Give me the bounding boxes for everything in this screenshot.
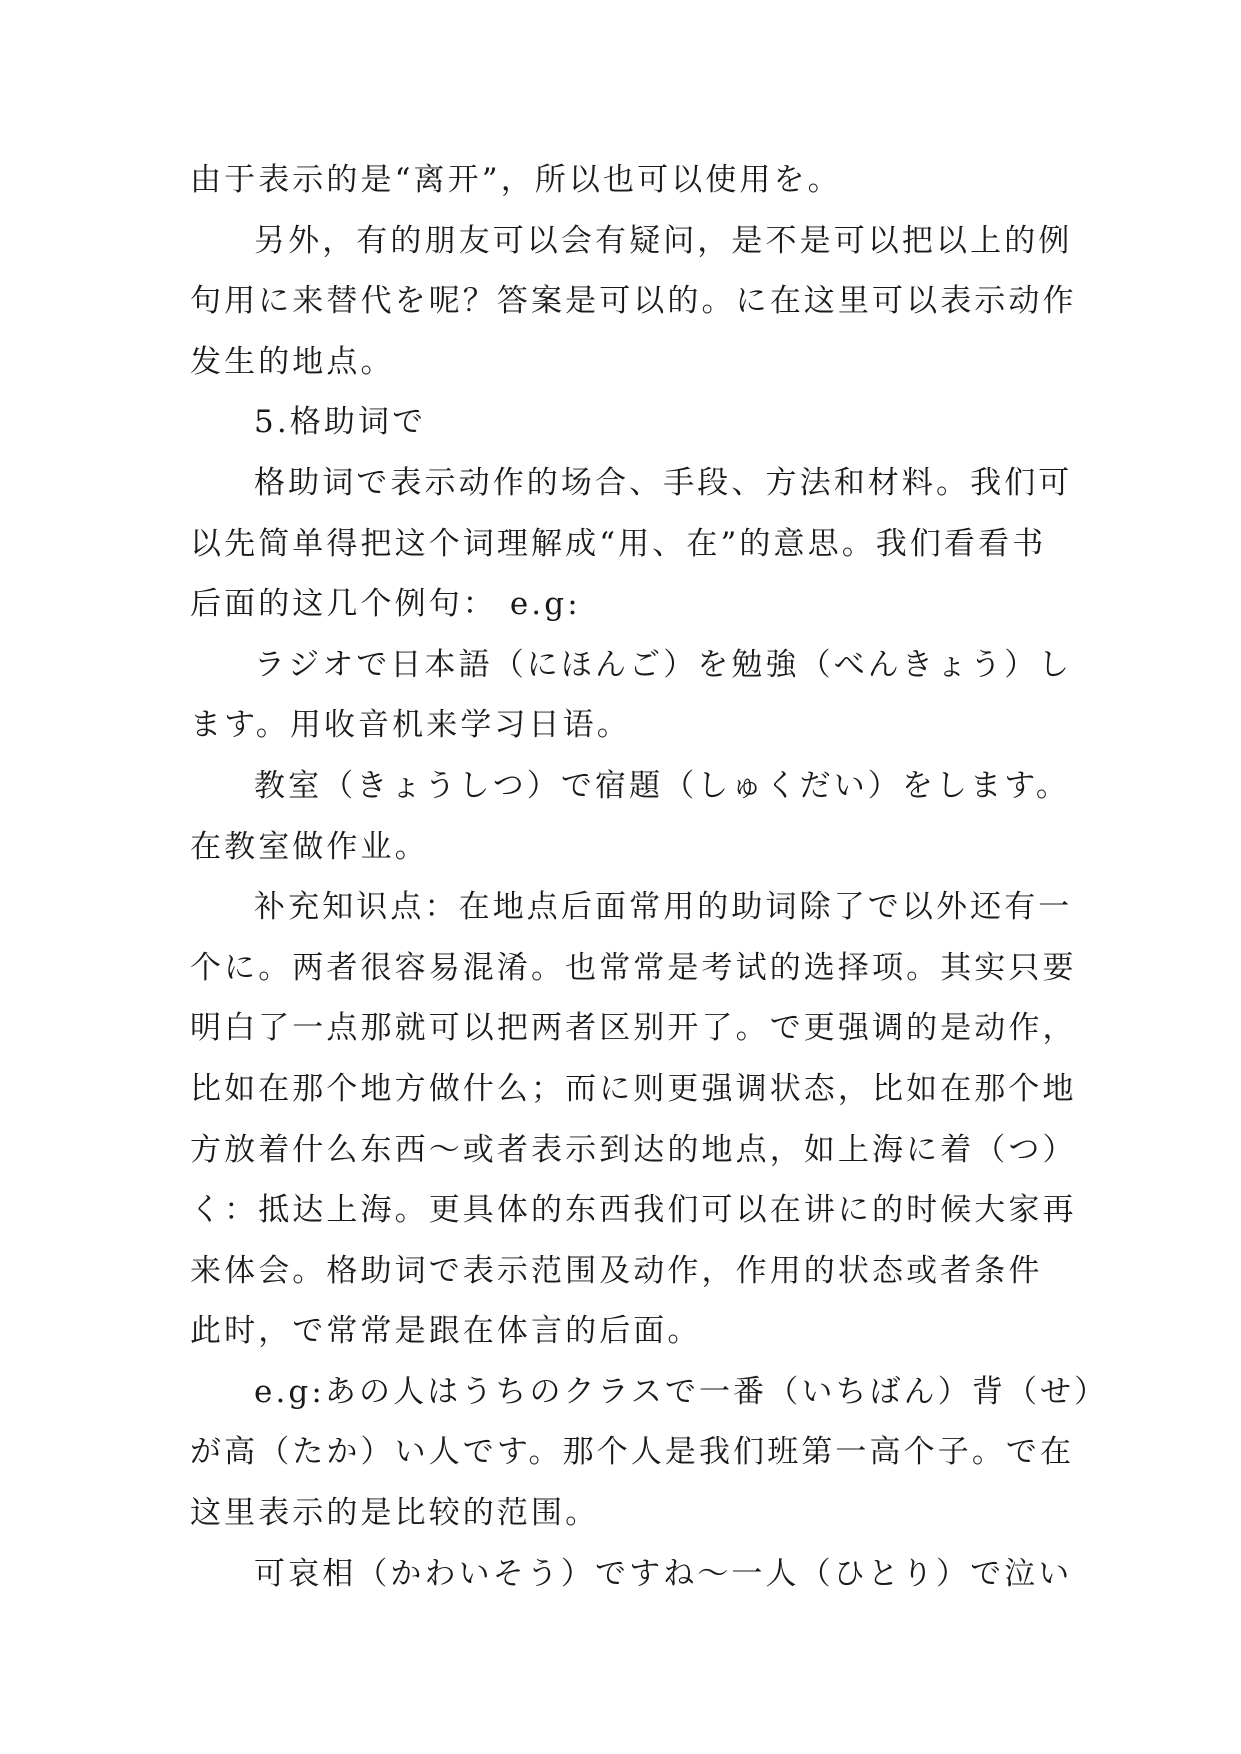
text-line: 补充知识点：在地点后面常用的助词除了で以外还有一 [254,889,1073,926]
text-line: 比如在那个地方做什么；而に则更强调状态，比如在那个地 [190,1070,1077,1107]
text-line: 来体会。格助词で表示范围及动作，作用的状态或者条件 [190,1252,1043,1289]
section-heading: 5.格助词で [254,404,427,441]
text-line: 方放着什么东西～或者表示到达的地点，如上海に着（つ） [190,1131,1077,1168]
example-line: 这里表示的是比较的范围。 [190,1495,600,1532]
example-line: 可哀相（かわいそう）ですね～一人（ひとり）で泣い [254,1555,1073,1592]
example-line: 在教室做作业。 [190,828,429,865]
text-line: 另外，有的朋友可以会有疑问，是不是可以把以上的例 [254,222,1073,259]
example-line: ます。用收音机来学习日语。 [190,707,631,744]
text-line: 发生的地点。 [190,343,395,380]
text-line: 以先简单得把这个词理解成“用、在”的意思。我们看看书 [190,525,1047,562]
example-line: 教室（きょうしつ）で宿題（しゅくだい）をします。 [254,767,1070,804]
text-line: 格助词で表示动作的场合、手段、方法和材料。我们可 [254,464,1073,501]
example-line: e.g:あの人はうちのクラスで一番（いちばん）背（せ） [254,1373,1109,1410]
text-line: 个に。两者很容易混淆。也常常是考试的选择项。其实只要 [190,949,1077,986]
text-line: 句用に来替代を呢？答案是可以的。に在这里可以表示动作 [190,283,1077,320]
text-line: 后面的这几个例句： e.g: [190,586,581,623]
text-line: 由于表示的是“离开”，所以也可以使用を。 [190,162,842,198]
document-body [190,150,1109,1604]
text-line: 明白了一点那就可以把两者区别开了。で更强调的是动作， [190,1010,1077,1047]
text-line: く：抵达上海。更具体的东西我们可以在讲に的时候大家再 [190,1192,1077,1229]
example-line: が高（たか）い人です。那个人是我们班第一高个子。で在 [190,1434,1075,1471]
example-line: ラジオで日本語（にほんご）を勉強（べんきょう）し [254,646,1073,683]
text-line: 此时，で常常是跟在体言的后面。 [190,1313,702,1350]
